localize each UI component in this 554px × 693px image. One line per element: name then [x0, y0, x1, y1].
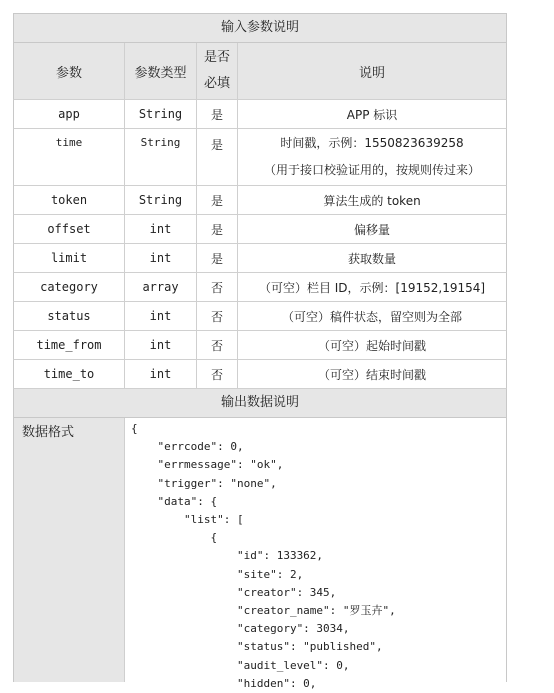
code-line: "id": 133362,: [131, 549, 324, 563]
code-line: {: [131, 531, 218, 545]
param-desc: （可空）结束时间戳: [317, 367, 426, 382]
code-line: "category": 3034,: [131, 622, 350, 636]
code-line: "hidden": 0,: [131, 676, 317, 690]
param-desc-line1: 时间戳，示例：1550823639258: [280, 136, 464, 150]
table-row: [13, 360, 507, 389]
param-type: String: [125, 186, 197, 214]
code-line: "creator": 345,: [131, 585, 337, 599]
code-line: "status": "published",: [131, 640, 383, 654]
table-row: [13, 215, 507, 244]
param-desc: （可空）栏目 ID，示例：[19152,19154]: [258, 280, 486, 295]
table-row: [13, 244, 507, 273]
param-type: String: [125, 129, 197, 185]
param-required: 是: [197, 215, 238, 243]
param-name: time: [14, 129, 125, 185]
param-name: limit: [14, 244, 125, 272]
table-row: [13, 302, 507, 331]
param-required: 是: [197, 129, 238, 185]
input-section-title: 输入参数说明: [13, 13, 507, 43]
header-required-line2: 必填: [203, 76, 230, 91]
table-row: [13, 331, 507, 360]
param-name: time_from: [14, 331, 125, 359]
param-name: time_to: [14, 360, 125, 388]
param-required: 否: [197, 273, 238, 301]
code-line: "errmessage": "ok",: [131, 458, 284, 472]
header-required-line1: 是否: [203, 50, 230, 65]
code-line: "list": [: [131, 513, 244, 527]
param-desc-line2: （用于接口校验证用的，按规则传过来）: [263, 163, 480, 177]
param-type: String: [125, 100, 197, 128]
param-type: int: [125, 215, 197, 243]
param-desc: （可空）起始时间戳: [317, 338, 426, 353]
json-code-block: [125, 418, 506, 690]
param-type: int: [125, 244, 197, 272]
param-desc: （可空）稿件状态，留空则为全部: [281, 309, 462, 324]
parameter-document: [13, 13, 507, 690]
param-desc: 算法生成的 token: [323, 193, 421, 208]
param-required: 否: [197, 331, 238, 359]
param-desc: APP 标识: [346, 107, 398, 122]
table-row: [13, 273, 507, 302]
param-type: int: [125, 302, 197, 330]
header-required: [197, 43, 238, 99]
param-desc: 获取数量: [347, 251, 396, 266]
param-name: category: [14, 273, 125, 301]
param-required: 否: [197, 360, 238, 388]
param-required: 否: [197, 302, 238, 330]
code-line: {: [131, 422, 138, 435]
param-name: offset: [14, 215, 125, 243]
param-name: app: [14, 100, 125, 128]
header-param: 参数: [14, 43, 125, 99]
output-section-title: 输出数据说明: [13, 389, 507, 418]
code-line: "trigger": "none",: [131, 476, 277, 490]
format-label: 数据格式: [14, 418, 125, 682]
param-required: 是: [197, 186, 238, 214]
code-line: "data": {: [131, 494, 218, 508]
code-line: "errcode": 0,: [131, 440, 244, 454]
header-type: 参数类型: [125, 43, 197, 99]
table-row: [13, 100, 507, 129]
code-line: "audit_level": 0,: [131, 658, 350, 672]
param-type: int: [125, 331, 197, 359]
param-type: int: [125, 360, 197, 388]
param-required: 是: [197, 244, 238, 272]
table-header: [13, 43, 507, 100]
param-desc: [238, 129, 506, 185]
param-type: array: [125, 273, 197, 301]
param-name: token: [14, 186, 125, 214]
code-line: "creator_name": "罗玉卉",: [131, 604, 396, 618]
table-row: [13, 186, 507, 215]
table-row: [13, 129, 507, 186]
param-name: status: [14, 302, 125, 330]
output-format-row: [13, 418, 507, 690]
header-desc: 说明: [358, 65, 385, 81]
param-desc: 偏移量: [353, 222, 390, 237]
code-line: "site": 2,: [131, 567, 304, 581]
param-required: 是: [197, 100, 238, 128]
